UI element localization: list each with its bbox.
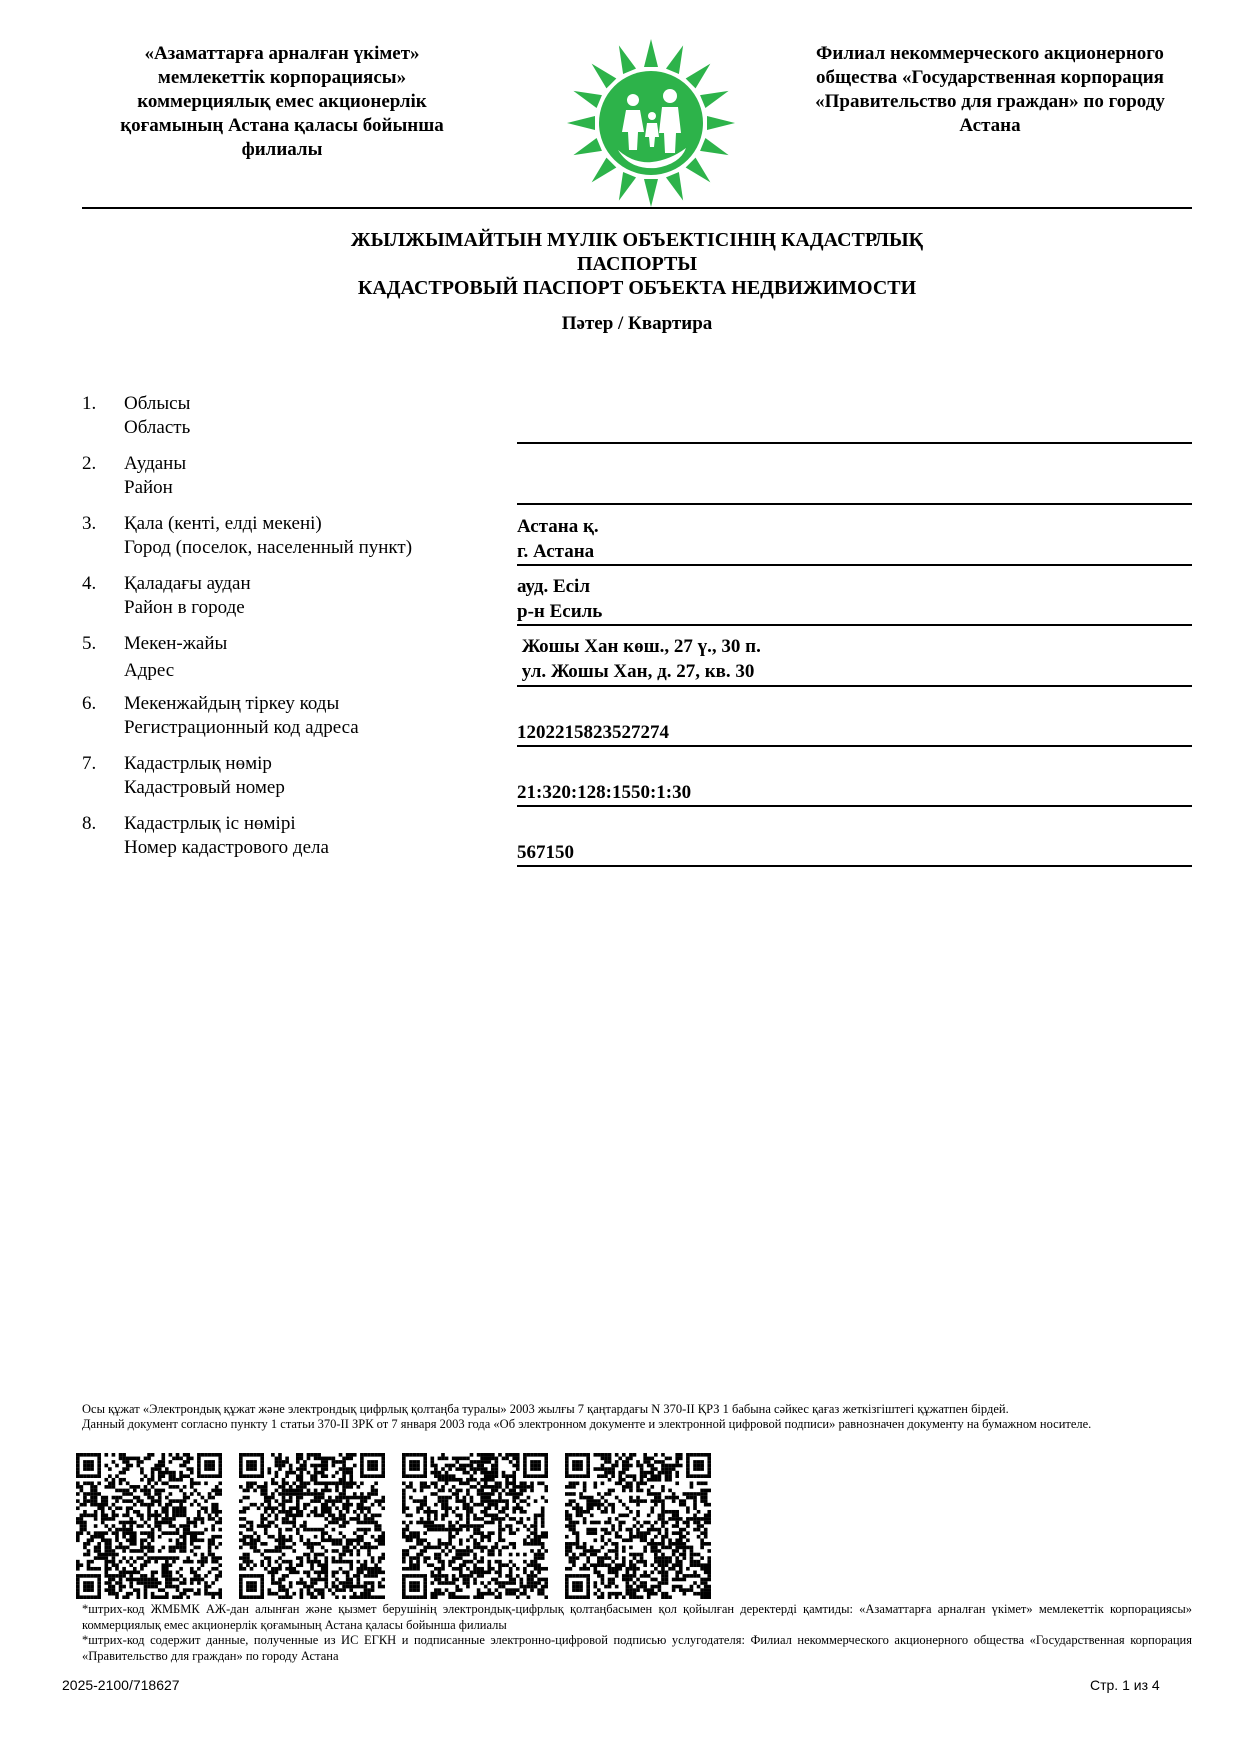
field-value-district — [517, 452, 1192, 505]
field-row-cadastral-case — [82, 812, 1192, 872]
field-value-kz: ауд. Есіл — [517, 576, 590, 597]
field-label — [124, 512, 544, 560]
document-title — [82, 228, 1192, 300]
qr-code-icon — [239, 1453, 385, 1599]
field-value: 1202215823527274 — [517, 722, 669, 743]
field-value: 567150 — [517, 842, 574, 863]
field-label-kz: Кадастрлық нөмір — [124, 753, 272, 774]
field-value-region — [517, 392, 1192, 444]
legal-notice-ru: Данный документ согласно пункту 1 статьи 370-II ЗРК от 7 января 2003 года «Об электронном документе и электронной цифровой подписи» равнозначен документу на бумажном носителе. — [82, 1417, 1092, 1431]
page-number: Стр. 1 из 4 — [1090, 1677, 1160, 1693]
legal-notice — [82, 1402, 1192, 1432]
barcode-footnote-kz: *штрих-код ЖМБМК АЖ-дан алынған және қызмет берушінің электрондық-цифрлық қолтаңбасымен қол қойылған деректерді қамтиды: «Азаматтарға арналған үкімет» мемлекеттік корпорациясы» коммерциялық емес акционерлік қоғамының Астана қаласы бойынша филиалы — [82, 1602, 1192, 1632]
header-left-line: коммерциялық емес акционерлік — [137, 91, 427, 112]
field-value-cadastral-number — [517, 752, 1192, 807]
qr-code-icon — [76, 1453, 222, 1599]
field-label-kz: Облысы — [124, 393, 191, 414]
field-value-city-district — [517, 572, 1192, 626]
header-left-org-kz — [92, 42, 472, 162]
field-number: 1. — [82, 393, 97, 414]
field-number: 8. — [82, 813, 97, 834]
field-number: 2. — [82, 453, 97, 474]
field-label-kz: Кадастрлық іс нөмірі — [124, 813, 296, 834]
field-label — [124, 692, 544, 740]
field-label-kz: Мекенжайдың тіркеу коды — [124, 693, 340, 714]
field-number: 7. — [82, 753, 97, 774]
field-label-ru: Кадастровый номер — [124, 777, 285, 798]
field-label-ru: Район в городе — [124, 597, 245, 618]
field-value-ru: ул. Жошы Хан, д. 27, кв. 30 — [517, 661, 755, 682]
header-right-line: Филиал некоммерческого акционерного — [816, 43, 1164, 64]
legal-notice-kz: Осы құжат «Электрондық құжат және электрондық цифрлық қолтаңба туралы» 2003 жылғы 7 қаңтардағы N 370-II ҚРЗ 1 бабына сәйкес қағаз жеткізгіштегі құжатпен бірдей. — [82, 1402, 1009, 1416]
field-label-kz: Ауданы — [124, 453, 187, 474]
field-label-kz: Мекен-жайы — [124, 633, 228, 654]
document-id: 2025-2100/718627 — [62, 1677, 180, 1693]
header-right-line: «Правительство для граждан» по городу — [815, 91, 1165, 112]
field-number: 5. — [82, 633, 97, 654]
qr-code-icon — [565, 1453, 711, 1599]
title-line-kz-2: ПАСПОРТЫ — [577, 253, 697, 275]
header-right-org-ru — [795, 42, 1185, 138]
field-value-kz: Астана қ. — [517, 516, 599, 537]
field-value: 21:320:128:1550:1:30 — [517, 782, 692, 803]
qr-code-icon — [402, 1453, 548, 1599]
field-row-region — [82, 392, 1192, 452]
field-value-cadastral-case — [517, 812, 1192, 867]
field-number: 6. — [82, 693, 97, 714]
field-row-address-code — [82, 692, 1192, 752]
field-row-district — [82, 452, 1192, 512]
field-label-ru: Город (поселок, населенный пункт) — [124, 537, 413, 558]
field-value-ru: г. Астана — [517, 541, 595, 562]
field-number: 4. — [82, 573, 97, 594]
field-label — [124, 452, 544, 500]
title-line-kz-1: ЖЫЛЖЫМАЙТЫН МҮЛІК ОБЪЕКТІСІНІҢ КАДАСТРЛЫҚ — [350, 229, 924, 251]
field-label-ru: Номер кадастрового дела — [124, 837, 329, 858]
barcode-footnote-ru: *штрих-код содержит данные, полученные из ИС ЕГКН и подписанные электронно-цифровой подписью услугодателя: Филиал некоммерческого акционерного общества «Государственная корпорация «Правительство для граждан» по городу Астана — [82, 1633, 1192, 1663]
field-row-city-district — [82, 572, 1192, 632]
field-row-city — [82, 512, 1192, 572]
field-value-city — [517, 512, 1192, 566]
title-line-ru: КАДАСТРОВЫЙ ПАСПОРТ ОБЪЕКТА НЕДВИЖИМОСТИ — [357, 277, 917, 299]
field-label-kz: Қала (кенті, елді мекені) — [124, 513, 322, 534]
field-label — [124, 812, 544, 860]
header-left-line: қоғамының Астана қаласы бойынша — [120, 115, 444, 136]
header-right-line: общества «Государственная корпорация — [816, 67, 1164, 88]
field-label — [124, 572, 544, 620]
field-row-cadastral-number — [82, 752, 1192, 812]
family-sun-logo-icon — [566, 38, 736, 208]
barcode-footnote — [82, 1602, 1192, 1664]
field-label — [124, 752, 544, 800]
field-label-ru: Адрес — [124, 660, 175, 681]
field-label-ru: Область — [124, 417, 191, 438]
field-value-address — [517, 632, 1192, 687]
field-number: 3. — [82, 513, 97, 534]
field-label-ru: Район — [124, 477, 173, 498]
document-subtitle: Пәтер / Квартира — [561, 313, 713, 334]
field-value-address-code — [517, 692, 1192, 747]
field-value-ru: р-н Есиль — [517, 601, 603, 622]
field-value-kz: Жошы Хан көш., 27 ү., 30 п. — [517, 636, 761, 657]
header-right-line: Астана — [959, 115, 1021, 136]
header-left-line: «Азаматтарға арналған үкімет» — [144, 43, 420, 64]
header-divider — [82, 207, 1192, 209]
field-label — [124, 392, 544, 440]
field-row-address — [82, 632, 1192, 692]
header-left-line: мемлекеттік корпорациясы» — [157, 67, 407, 88]
field-label-kz: Қаладағы аудан — [124, 573, 251, 594]
header-left-line: филиалы — [241, 139, 323, 160]
field-label-ru: Регистрационный код адреса — [124, 717, 359, 738]
field-label — [124, 632, 544, 683]
